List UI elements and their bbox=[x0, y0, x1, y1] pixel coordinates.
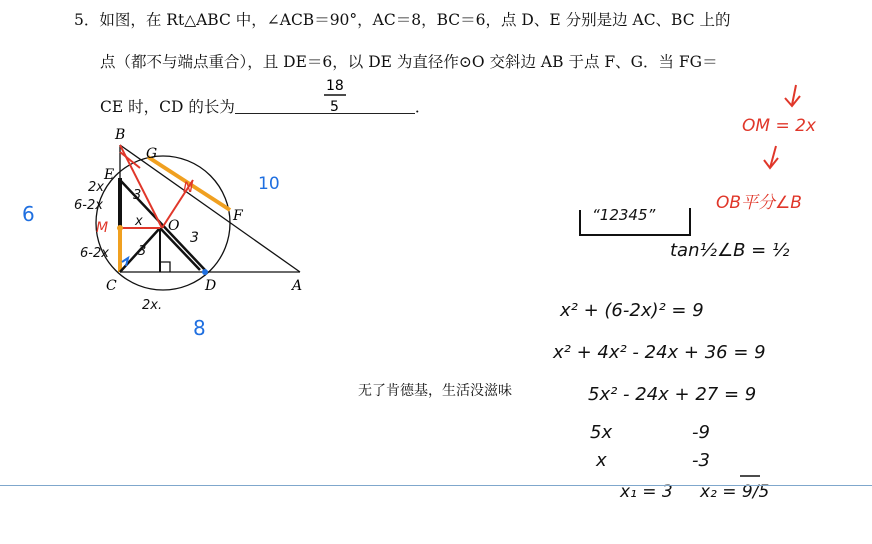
answer-num: 18 bbox=[326, 78, 344, 94]
label-e: E bbox=[104, 167, 115, 183]
answer-den: 5 bbox=[330, 99, 339, 115]
label-c: C bbox=[106, 278, 117, 294]
sol-1: x₁ = 3 bbox=[620, 482, 673, 502]
right-angle-mark bbox=[160, 262, 170, 272]
point-d bbox=[202, 269, 208, 275]
eq-3: 5x² - 24x + 27 = 9 bbox=[588, 384, 757, 405]
annot-om: x bbox=[135, 214, 143, 229]
caption: 无了肯德基，生活没滋味 bbox=[358, 383, 512, 399]
annot-oc: 3 bbox=[138, 244, 147, 259]
annot-cd-blue: 8 bbox=[193, 316, 206, 340]
problem-line-1: 5．如图，在 Rt△ABC 中，∠ACB＝90°，AC＝8，BC＝6，点 D、E 分别是边 AC、BC 上的 bbox=[74, 11, 731, 29]
problem-line-3-text: CE 时，CD 的长为 bbox=[100, 98, 235, 116]
problem-line-2: 点（都不与端点重合），且 DE＝6，以 DE 为直径作⊙O 交斜边 AB 于点 F、G．当 FG＝ bbox=[100, 53, 718, 71]
label-n: N bbox=[183, 180, 194, 196]
problem-line-3-end: ． bbox=[414, 98, 431, 116]
label-o: O bbox=[168, 218, 180, 234]
eq-5a: x bbox=[596, 450, 607, 471]
annot-eo: 3 bbox=[133, 188, 142, 203]
eq-1: x² + (6-2x)² = 9 bbox=[560, 300, 704, 321]
annot-bc-len: 6 bbox=[22, 202, 35, 226]
label-d: D bbox=[205, 278, 217, 294]
annot-tan: tan½∠B = ½ bbox=[670, 240, 790, 261]
eq-5b: -3 bbox=[692, 450, 710, 471]
label-a: A bbox=[292, 278, 303, 294]
annot-ec: 6-2x bbox=[74, 198, 103, 213]
annot-ab-len: 10 bbox=[258, 174, 280, 194]
eq-4b: -9 bbox=[692, 422, 710, 443]
annot-mc: 6-2x bbox=[80, 246, 109, 261]
annot-red-om: OM = 2x bbox=[742, 116, 816, 136]
annot-cd-black: 2x. bbox=[142, 298, 163, 313]
annot-be: 2x bbox=[88, 180, 104, 195]
label-g: G bbox=[146, 146, 158, 162]
label-m: M bbox=[96, 220, 109, 236]
point-m bbox=[117, 225, 123, 231]
eq-2: x² + 4x² - 24x + 36 = 9 bbox=[553, 342, 766, 363]
eq-4a: 5x bbox=[590, 422, 613, 443]
annot-od: 3 bbox=[190, 230, 199, 246]
sol-2: x₂ = 9/5 bbox=[700, 482, 770, 502]
label-b: B bbox=[115, 127, 126, 143]
annot-red-ob: OB平分∠B bbox=[716, 193, 802, 213]
label-f: F bbox=[233, 208, 243, 224]
annot-quote: “12345” bbox=[592, 206, 656, 224]
divider bbox=[0, 485, 872, 486]
